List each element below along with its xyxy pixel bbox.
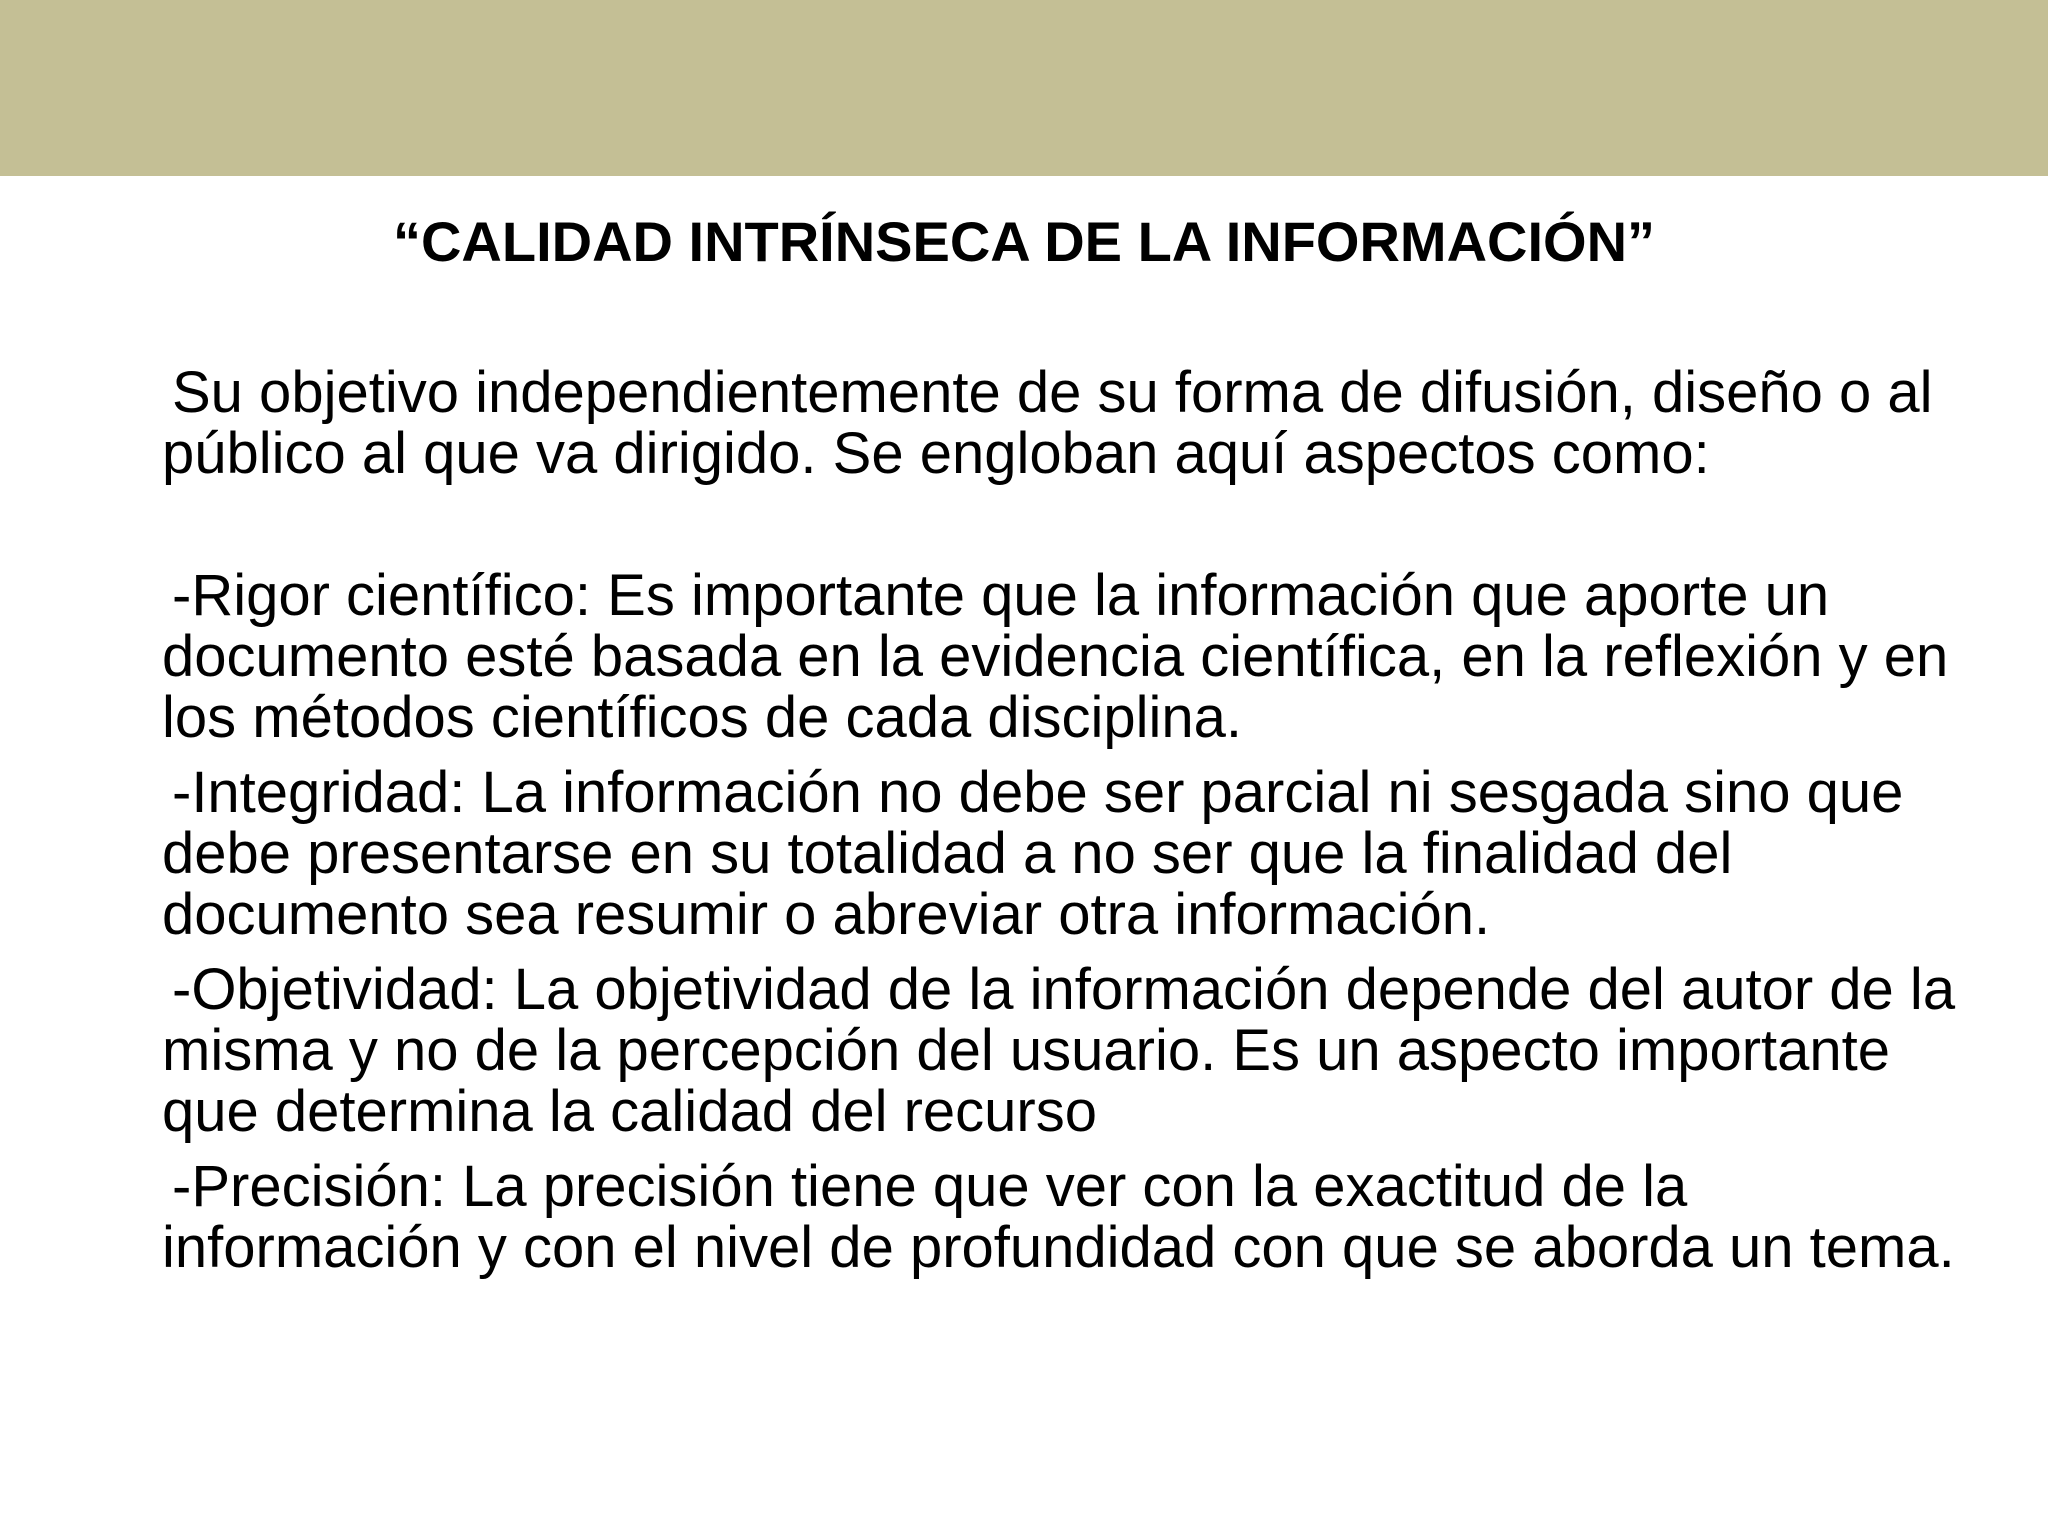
aspect-rigor-cientifico: -Rigor científico: Es importante que la información que aporte un documento esté basada en la evidencia científica, en la reflexión y en los métodos científicos de cada disciplina. <box>162 563 1949 750</box>
aspect-integridad: -Integridad: La información no debe ser parcial ni sesgada sino que debe presentarse en su totalidad a no ser que la finalidad del documento sea resumir o abreviar otra información. <box>162 760 1904 947</box>
slide-body <box>162 362 1962 1292</box>
slide-title: “CALIDAD INTRÍNSECA DE LA INFORMACIÓN” <box>392 210 1656 273</box>
header-band <box>0 0 2048 176</box>
aspect-objetividad: -Objetividad: La objetividad de la información depende del autor de la misma y no de la percepción del usuario. Es un aspecto importante que determina la calidad del recurso <box>162 957 1956 1144</box>
intro-paragraph: Su objetivo independientemente de su forma de difusión, diseño o al público al que va dirigido. Se engloban aquí aspectos como: <box>162 360 1933 486</box>
aspect-precision: -Precisión: La precisión tiene que ver con la exactitud de la información y con el nivel de profundidad con que se aborda un tema. <box>162 1154 1955 1280</box>
